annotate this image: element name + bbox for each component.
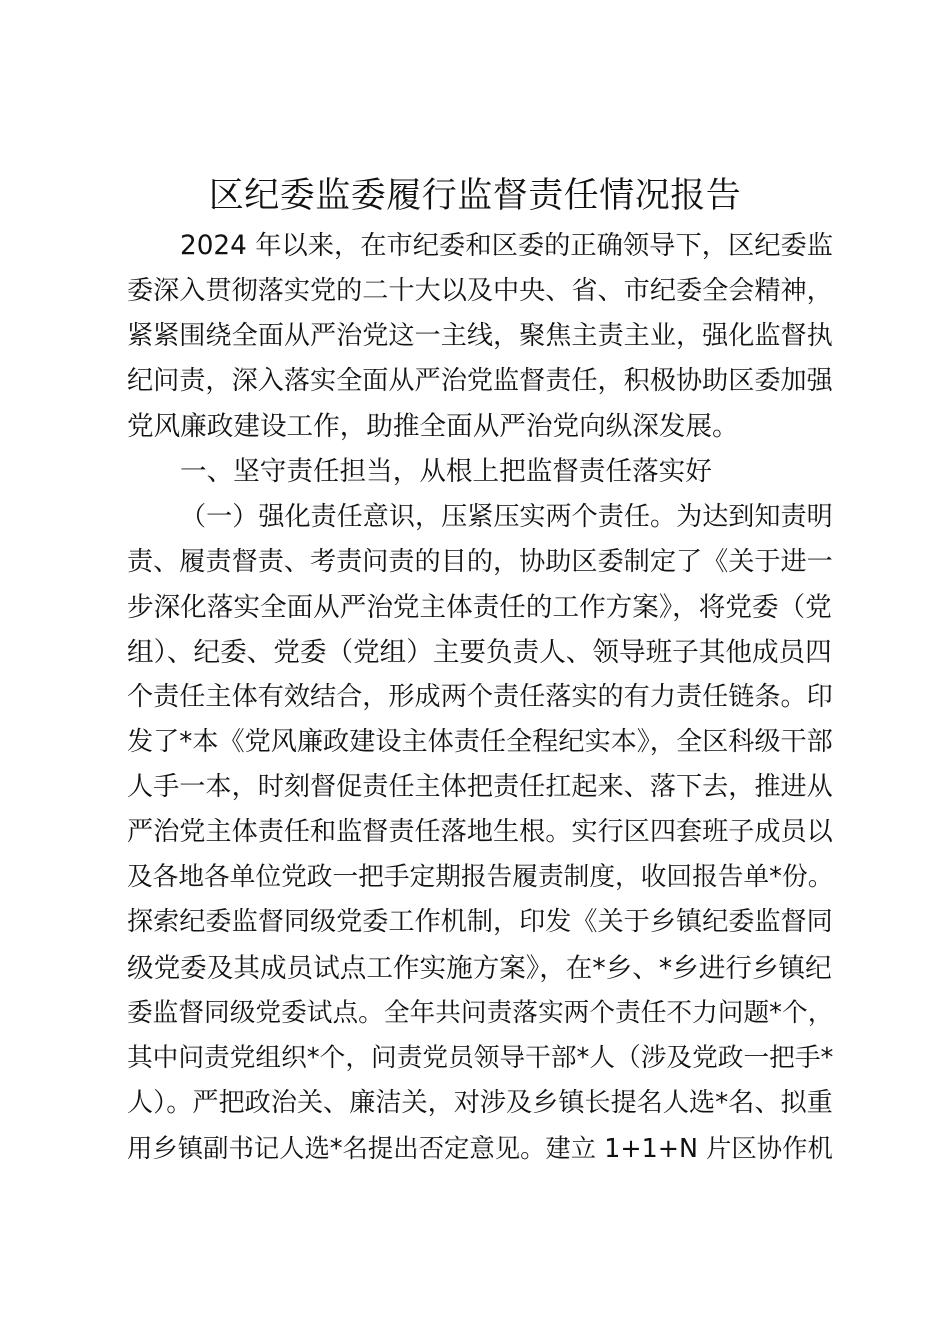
paragraph-line: 级党委及其成员试点工作实施方案》，在*乡、*乡进行乡镇纪 [127, 952, 832, 984]
paragraph-line: 紧紧围绕全面从严治党这一主线，聚焦主责主业，强化监督执 [127, 321, 833, 352]
paragraph-line: 人手一本，时刻督促责任主体把责任扛起来、落下去，推进从 [127, 772, 833, 803]
paragraph-line: （一）强化责任意识，压紧压实两个责任。为达到知责明 [180, 501, 833, 532]
paragraph-line: 严治党主体责任和监督责任落地生根。实行区四套班子成员以 [127, 817, 833, 848]
paragraph-line: 责、履责督责、考责问责的目的，协助区委制定了《关于进一 [127, 546, 833, 577]
paragraph-line: 人）。严把政治关、廉洁关，对涉及乡镇长提名人选*名、拟重 [127, 1087, 833, 1118]
paragraph-line: 其中问责党组织*个，问责党员领导干部*人（涉及党政一把手* [127, 1042, 834, 1073]
paragraph-line: 用乡镇副书记人选*名提出否定意见。建立 1+1+N 片区协作机 [127, 1132, 833, 1163]
paragraph-line: 发了*本《党风廉政建设主体责任全程纪实本》，全区科级干部 [127, 727, 833, 758]
paragraph-line: 步深化落实全面从严治党主体责任的工作方案》，将党委（党 [127, 591, 832, 623]
document-title: 区纪委监委履行监督责任情况报告 [208, 176, 742, 216]
paragraph-line: 委监督同级党委试点。全年共问责落实两个责任不力问题*个， [127, 997, 834, 1028]
paragraph-line: 委深入贯彻落实党的二十大以及中央、省、市纪委全会精神， [127, 276, 833, 307]
paragraph-line: 个责任主体有效结合，形成两个责任落实的有力责任链条。印 [127, 681, 833, 712]
paragraph-line: 及各地各单位党政一把手定期报告履责制度，收回报告单*份。 [127, 862, 834, 893]
paragraph-line: 纪问责，深入落实全面从严治党监督责任，积极协助区委加强 [127, 366, 833, 397]
paragraph-line: 一、坚守责任担当，从根上把监督责任落实好 [180, 456, 712, 488]
document-body [127, 224, 833, 1171]
paragraph-line: 探索纪委监督同级党委工作机制，印发《关于乡镇纪委监督同 [127, 907, 833, 938]
paragraph-line: 组）、纪委、党委（党组）主要负责人、领导班子其他成员四 [127, 636, 832, 668]
paragraph-line: 2024 年以来，在市纪委和区委的正确领导下，区纪委监 [180, 231, 834, 261]
paragraph-line: 党风廉政建设工作，助推全面从严治党向纵深发展。 [127, 411, 739, 443]
